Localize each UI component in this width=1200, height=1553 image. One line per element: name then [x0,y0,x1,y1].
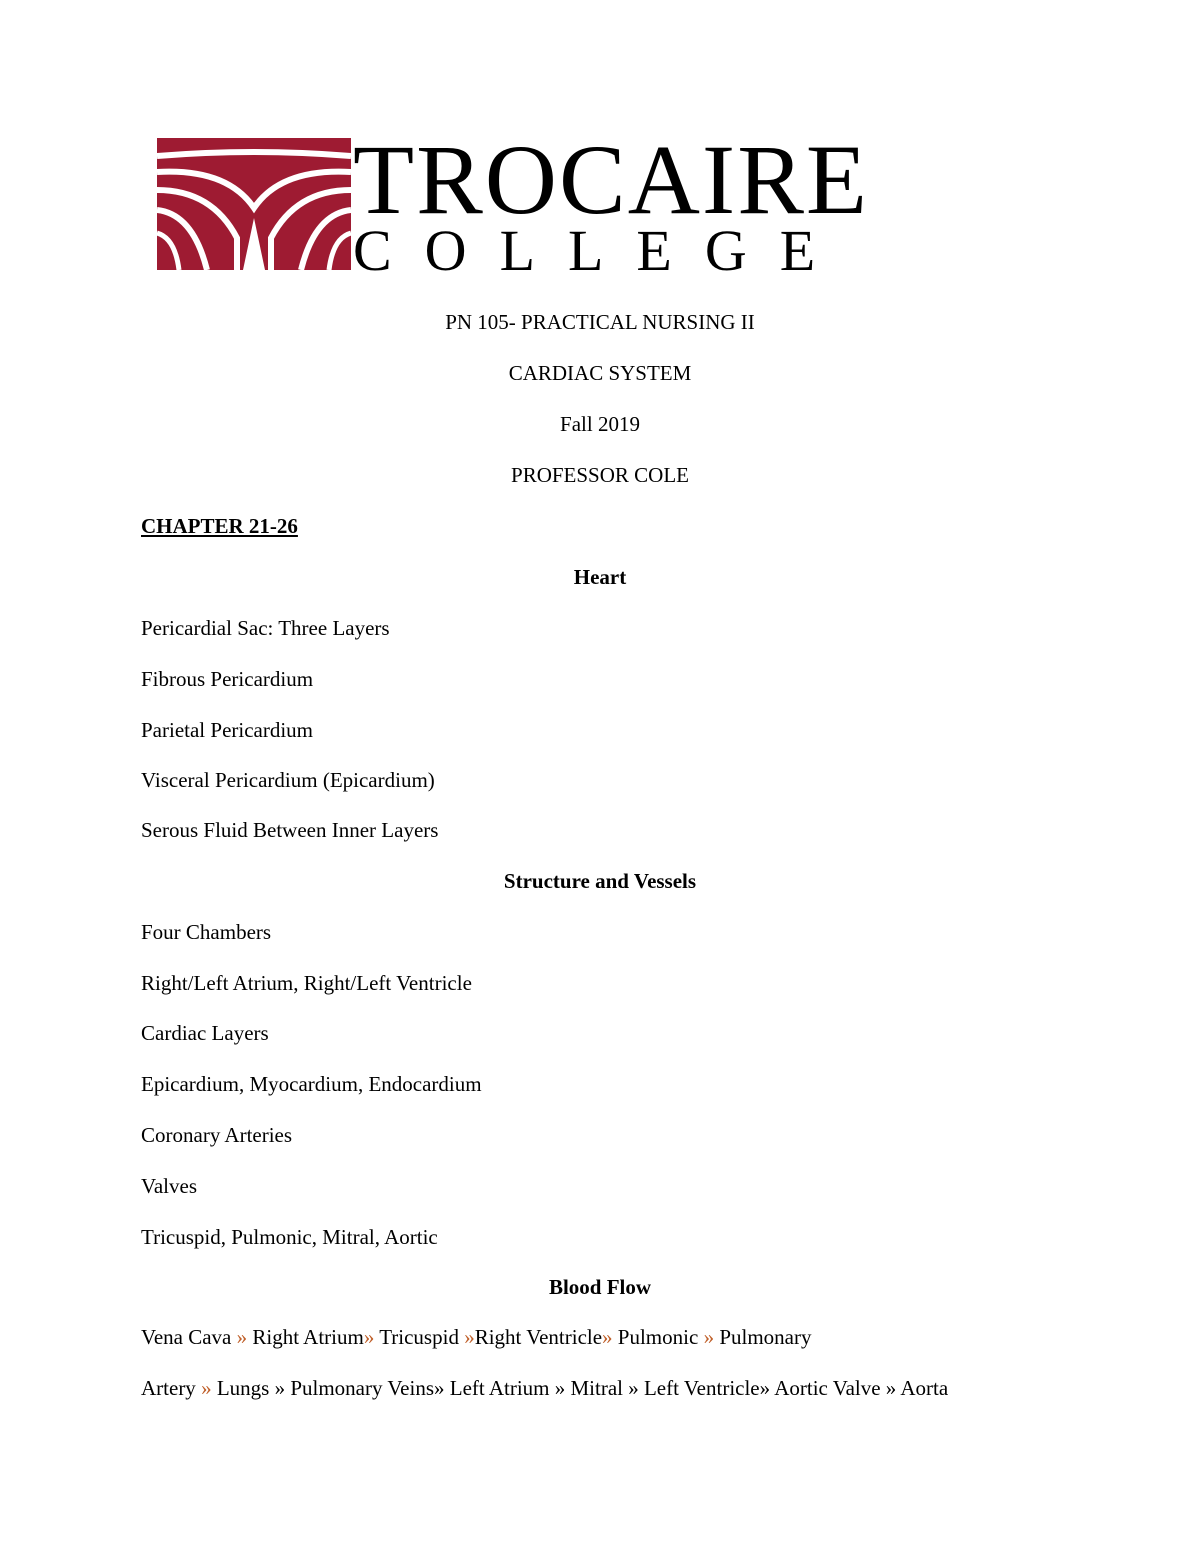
list-item: Pericardial Sac: Three Layers [141,616,390,640]
list-item: Tricuspid, Pulmonic, Mitral, Aortic [141,1225,438,1249]
flow-arrow-icon: » [201,1376,212,1400]
flow-text: Vena Cava [141,1325,237,1349]
flow-text: Pulmonary [714,1325,812,1349]
professor: PROFESSOR COLE [511,463,689,487]
trocaire-emblem-icon [157,138,351,270]
logo-word-college: COLLEGE [353,218,849,283]
flow-text: Right Atrium [247,1325,364,1349]
term: Fall 2019 [560,412,640,436]
blood-flow-line-2 [141,1374,948,1402]
course-title: PN 105- PRACTICAL NURSING II [445,310,755,334]
flow-arrow-icon: » [464,1325,475,1349]
list-item: Valves [141,1174,197,1198]
list-item: Fibrous Pericardium [141,667,314,691]
flow-text: Artery [141,1376,202,1400]
list-item: Epicardium, Myocardium, Endocardium [141,1072,482,1096]
topic-title: CARDIAC SYSTEM [508,361,692,385]
list-item: Serous Fluid Between Inner Layers [141,818,439,842]
logo-word-trocaire: TROCAIRE [353,124,869,235]
list-item: Coronary Arteries [141,1123,293,1147]
college-logo [157,124,1047,283]
list-item: Parietal Pericardium [141,718,314,742]
flow-text: Right Ventricle [474,1325,603,1349]
list-item: Cardiac Layers [141,1021,269,1045]
chapter-heading: CHAPTER 21-26 [141,514,298,538]
flow-arrow-icon: » [236,1325,248,1349]
list-item: Four Chambers [141,920,272,944]
flow-arrow-icon: » [703,1325,715,1349]
flow-text: Tricuspid [374,1325,465,1349]
flow-text: Pulmonic [612,1325,704,1349]
flow-text: Lungs » Pulmonary Veins» Left Atrium » Mitral » Left Ventricle» Aortic Valve » Aorta [211,1376,949,1400]
section-heading-heart: Heart [573,565,627,589]
flow-arrow-icon: » [363,1325,375,1349]
section-heading-structure: Structure and Vessels [503,869,697,893]
section-heading-blood-flow: Blood Flow [548,1275,652,1299]
list-item: Right/Left Atrium, Right/Left Ventricle [141,971,472,995]
flow-arrow-icon: » [602,1325,613,1349]
logo-wordmark [353,124,1043,283]
blood-flow-line-1 [141,1323,811,1351]
list-item: Visceral Pericardium (Epicardium) [141,768,435,792]
